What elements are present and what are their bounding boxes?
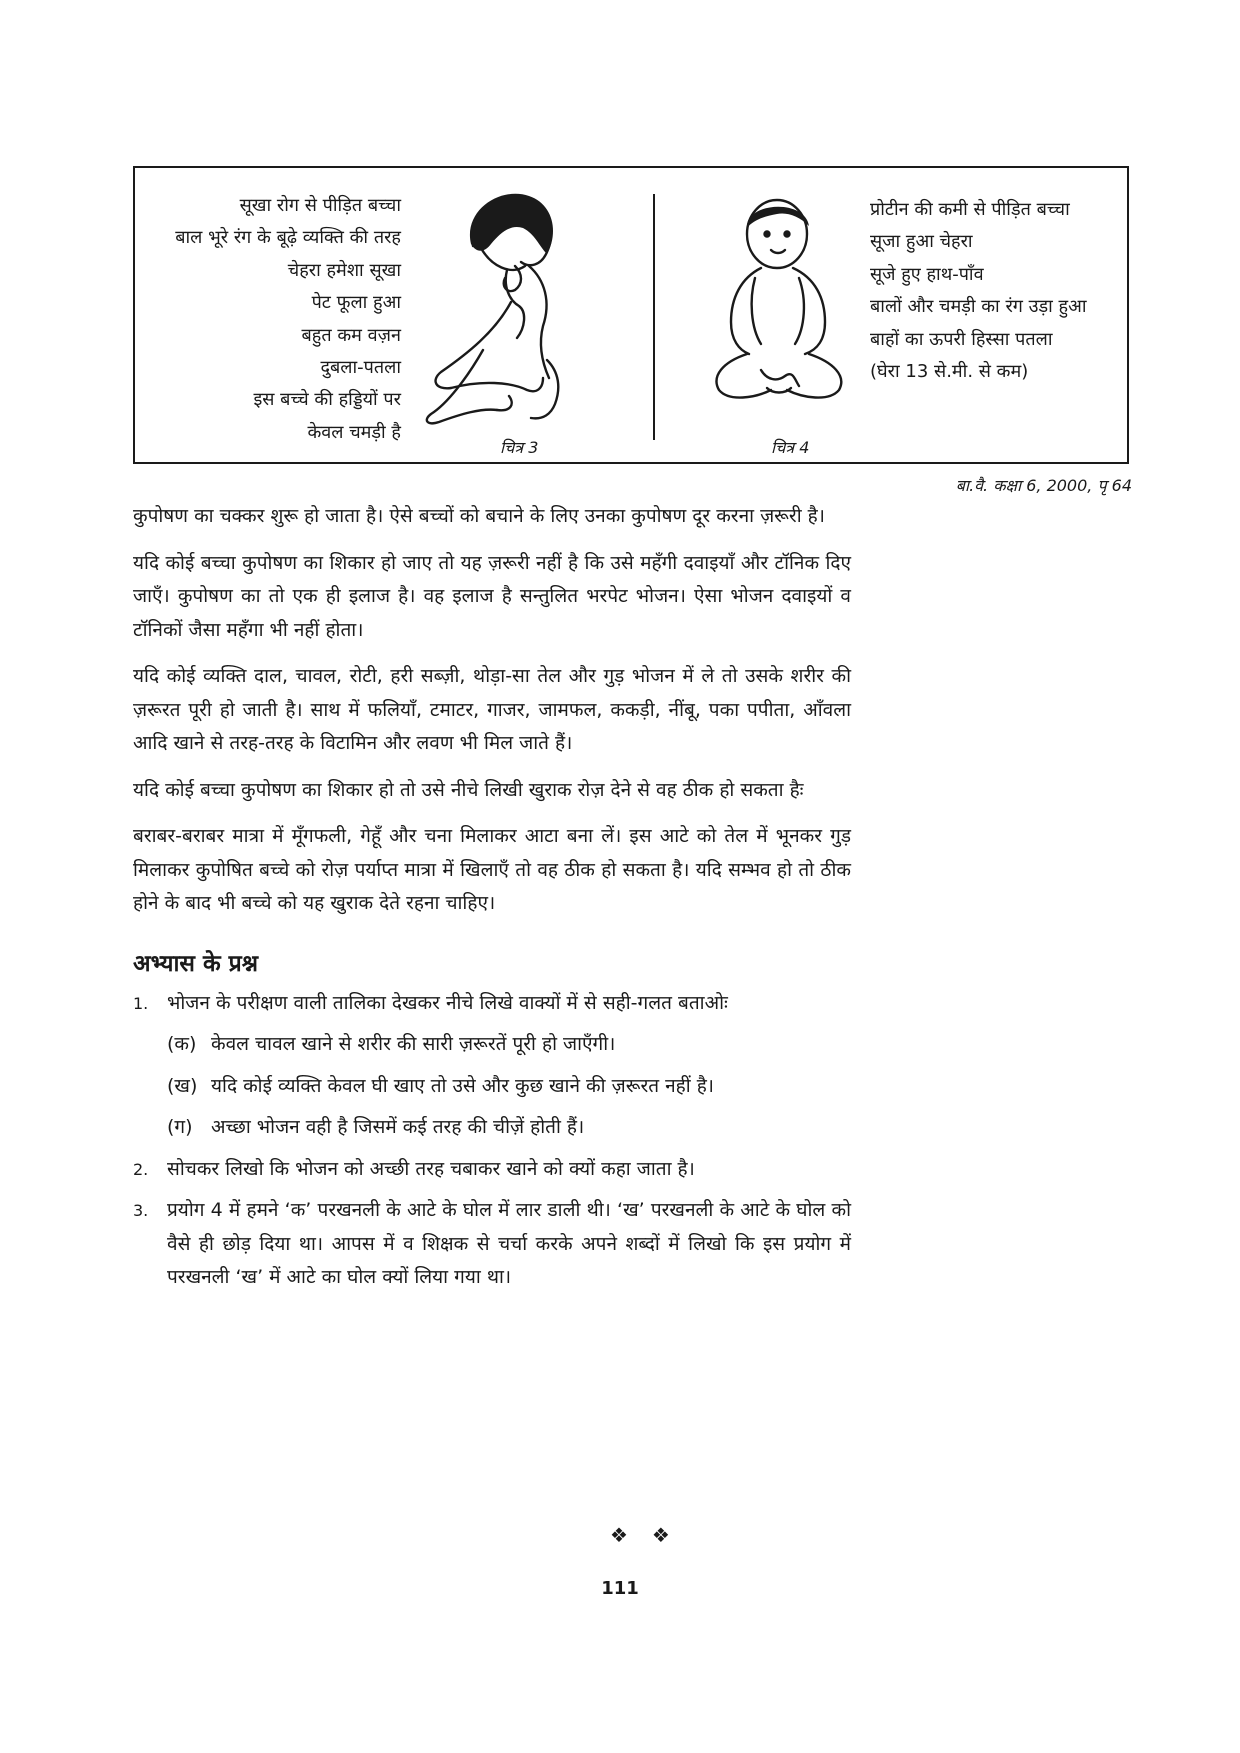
kwashiorkor-line: (घेरा 13 से.मी. से कम) [870, 361, 1029, 383]
exercise-heading: अभ्यास के प्रश्न [133, 950, 259, 977]
paragraph: कुपोषण का चक्कर शुरू हो जाता है। ऐसे बच्चों को बचाने के लिए उनका कुपोषण दूर करना ज़रूरी है। [133, 505, 825, 527]
paragraph: यदि कोई व्यक्ति दाल, चावल, रोटी, हरी सब्ज़ी, थोड़ा-सा तेल और गुड़ भोजन में ले तो उसके शरीर की ज़रूरत पूरी हो जाती है। साथ में फलियाँ, टमाटर, गाजर, जामफल, ककड़ी, नींबू, पका पपीता, आँवला आदि खाने से तरह-तरह के विटामिन और लवण भी मिल जाते हैं। [133, 665, 851, 754]
kwashiorkor-line: सूजा हुआ चेहरा [870, 231, 973, 253]
question-number: 3. [133, 1201, 149, 1220]
kwashiorkor-description [870, 194, 1125, 388]
item-label: (क) [167, 1033, 197, 1055]
item-text: केवल चावल खाने से शरीर की सारी ज़रूरतें पूरी हो जाएँगी। [211, 1033, 616, 1055]
figure-4-caption: चित्र 4 [771, 438, 810, 457]
kwashiorkor-line: बाहों का ऊपरी हिस्सा पतला [870, 328, 1053, 350]
marasmus-line: बाल भूरे रंग के बूढ़े व्यक्ति की तरह [175, 227, 401, 249]
main-text [133, 500, 851, 1303]
question-2 [133, 1153, 851, 1187]
paragraph: यदि कोई बच्चा कुपोषण का शिकार हो तो उसे नीचे लिखी खुराक रोज़ देने से वह ठीक हो सकता हैः [133, 778, 804, 801]
marasmus-line: सूखा रोग से पीड़ित बच्चा [239, 195, 401, 216]
item-text: यदि कोई व्यक्ति केवल घी खाए तो उसे और कुछ खाने की ज़रूरत नहीं है। [211, 1074, 714, 1097]
marasmus-child-illustration [411, 182, 611, 430]
kwashiorkor-line: सूजे हुए हाथ-पाँव [870, 263, 984, 285]
question-text: सोचकर लिखो कि भोजन को अच्छी तरह चबाकर खाने को क्यों कहा जाता है। [167, 1157, 695, 1180]
marasmus-line: चेहरा हमेशा सूखा [287, 259, 401, 281]
item-label: (ग) [167, 1116, 193, 1138]
question-number: 1. [133, 993, 149, 1013]
question-1-item [167, 1070, 851, 1104]
question-3 [133, 1194, 851, 1295]
marasmus-line: पेट फूला हुआ [311, 292, 401, 314]
marasmus-line: केवल चमड़ी है [307, 421, 401, 443]
page-number: 111 [601, 1578, 639, 1599]
marasmus-line: दुबला-पतला [320, 357, 401, 379]
marasmus-line: बहुत कम वज़न [301, 324, 401, 346]
kwashiorkor-child-illustration [701, 194, 857, 412]
item-text: अच्छा भोजन वही है जिसमें कई तरह की चीज़ें होती हैं। [211, 1116, 585, 1138]
question-1-item [167, 1028, 851, 1062]
marasmus-description [131, 190, 401, 449]
question-number: 2. [133, 1159, 149, 1179]
kwashiorkor-line: बालों और चमड़ी का रंग उड़ा हुआ [870, 296, 1087, 318]
paragraph: यदि कोई बच्चा कुपोषण का शिकार हो जाए तो यह ज़रूरी नहीं है कि उसे महँगी दवाइयाँ और टॉनिक दिए जाएँ। कुपोषण का तो एक ही इलाज है। वह इलाज है सन्तुलित भरपेट भोजन। ऐसा भोजन दवाइयों व टॉनिकों जैसा महँगा भी नहीं होता। [133, 551, 851, 641]
kwashiorkor-line: प्रोटीन की कमी से पीड़ित बच्चा [870, 199, 1070, 220]
question-text: प्रयोग 4 में हमने ‘क’ परखनली के आटे के घोल में लार डाली थी। ‘ख’ परखनली के आटे के घोल को वैसे ही छोड़ दिया था। आपस में व शिक्षक से चर्चा करके अपने शब्दों में लिखो कि इस प्रयोग में परखनली ‘ख’ में आटे का घोल क्यों लिया गया था। [167, 1199, 851, 1288]
item-label: (ख) [167, 1074, 198, 1097]
question-1-item [167, 1111, 851, 1145]
section-end-ornament: ❖❖ [610, 1523, 694, 1547]
figure-3-caption: चित्र 3 [500, 438, 539, 457]
figure-box [133, 166, 1129, 464]
figure-source-citation: बा.वै. कक्षा 6, 2000, पृ 64 [955, 476, 1132, 495]
marasmus-line: इस बच्चे की हड्डियों पर [253, 389, 401, 411]
figure-divider [653, 194, 655, 440]
paragraph: बराबर-बराबर मात्रा में मूँगफली, गेहूँ और चना मिलाकर आटा बना लें। इस आटे को तेल में भूनकर गुड़ मिलाकर कुपोषित बच्चे को रोज़ पर्याप्त मात्रा में खिलाएँ तो वह ठीक हो सकता है। यदि सम्भव हो तो ठीक होने के बाद भी बच्चे को यह खुराक देते रहना चाहिए। [133, 825, 851, 914]
question-1 [133, 987, 851, 1021]
question-text: भोजन के परीक्षण वाली तालिका देखकर नीचे लिखे वाक्यों में से सही-गलत बताओः [167, 991, 728, 1014]
